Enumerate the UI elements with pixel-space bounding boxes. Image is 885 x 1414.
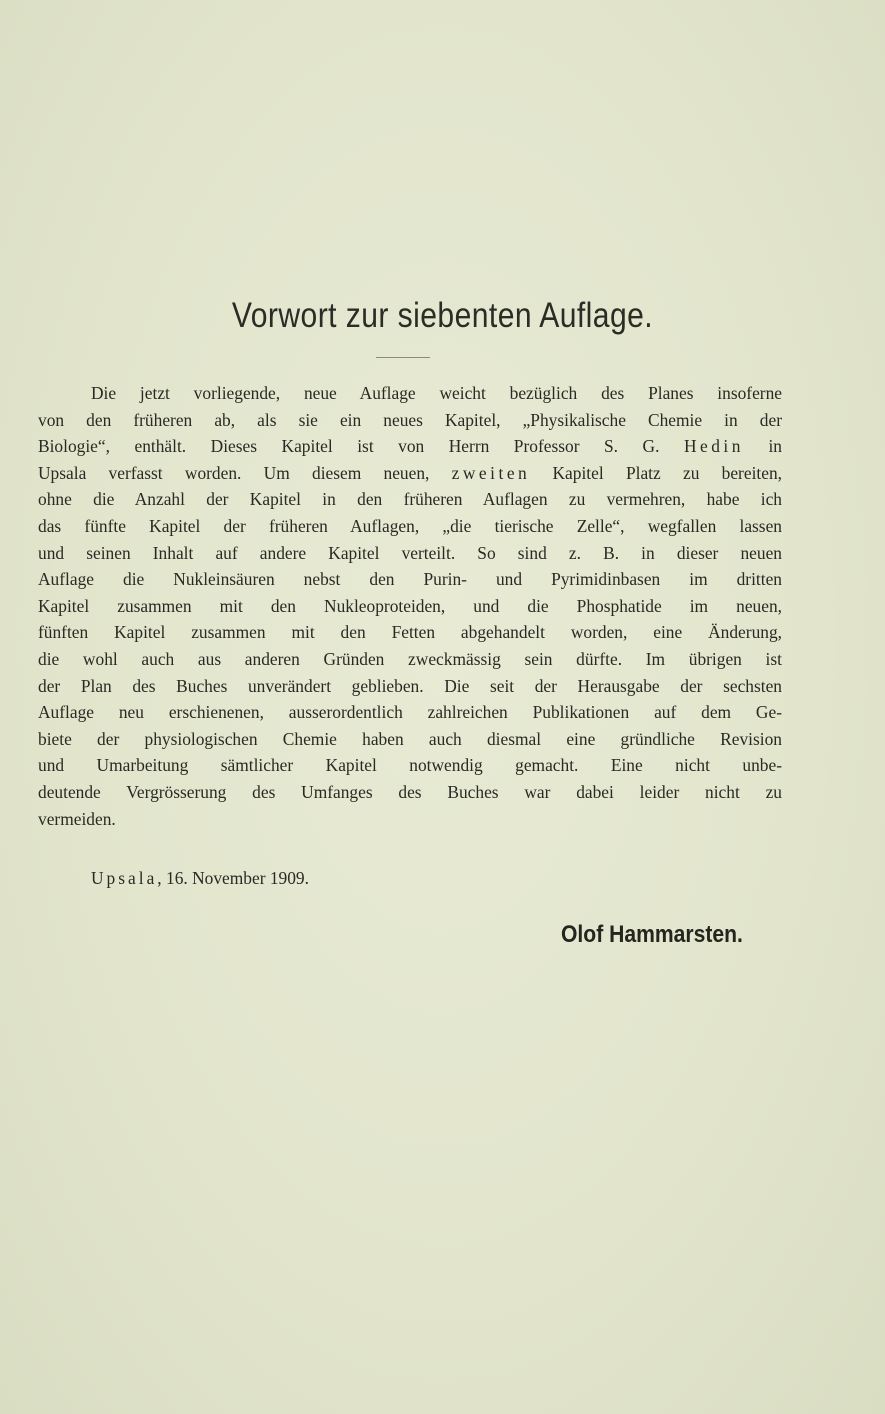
text-line: der Plan des Buches unverändert geblieben. Die seit der Herausgabe der sechsten [38, 675, 782, 696]
text-line: Biologie“, enthält. Dieses Kapitel ist von Herrn Professor S. G. Hedin in [38, 436, 783, 457]
text-line: biete der physiologischen Chemie haben auch diesmal eine gründliche Revision [38, 728, 782, 749]
date: , 16. November 1909. [157, 868, 309, 888]
place: Upsala [91, 868, 158, 888]
text-line: die wohl auch aus anderen Gründen zweckmässig sein dürfte. Im übrigen ist [38, 648, 782, 669]
text-line: und seinen Inhalt auf andere Kapitel verteilt. So sind z. B. in dieser neuen [38, 542, 782, 563]
text-line: und Umarbeitung sämtlicher Kapitel notwendig gemacht. Eine nicht unbe- [38, 755, 782, 776]
text-line: ohne die Anzahl der Kapitel in den früheren Auflagen zu vermehren, habe ich [38, 489, 782, 510]
title-divider [376, 357, 430, 358]
preface-body [38, 380, 782, 832]
signature: Olof Hammarsten. [561, 921, 743, 948]
text-line: Kapitel zusammen mit den Nukleoproteiden, und die Phosphatide im neuen, [38, 595, 782, 616]
text-line: von den früheren ab, als sie ein neues Kapitel, „Physikalische Chemie in der [38, 409, 782, 430]
text-line: deutende Vergrösserung des Umfanges des Buches war dabei leider nicht zu [38, 781, 782, 802]
text-line: Auflage die Nukleinsäuren nebst den Purin- und Pyrimidinbasen im dritten [38, 569, 782, 590]
text-line: Upsala verfasst worden. Um diesem neuen, zweiten Kapitel Platz zu bereiten, [38, 462, 782, 483]
text-line: fünften Kapitel zusammen mit den Fetten abgehandelt worden, eine Änderung, [38, 622, 782, 643]
text-line: vermeiden. [38, 808, 116, 829]
text-line: Die jetzt vorliegende, neue Auflage weicht bezüglich des Planes insoferne [91, 383, 782, 403]
emphasis-spaced: zweiten [451, 462, 531, 483]
text-line: das fünfte Kapitel der früheren Auflagen, „die tierische Zelle“, wegfallen lassen [38, 515, 782, 536]
place-and-date [91, 868, 309, 889]
author-name-spaced: Hedin [683, 436, 744, 457]
text-line: Auflage neu erschienenen, ausserordentlich zahlreichen Publikationen auf dem Ge- [38, 702, 782, 723]
page-title: Vorwort zur siebenten Auflage. [231, 296, 654, 335]
